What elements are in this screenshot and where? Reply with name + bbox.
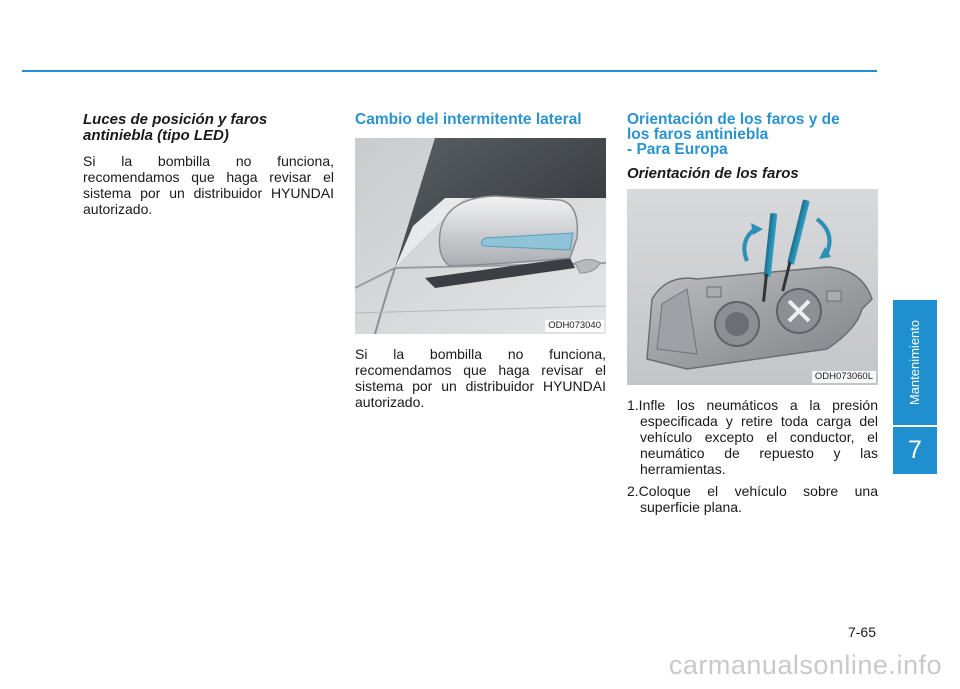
column-headlamp-aiming — [627, 112, 878, 521]
side-indicator-text: Si la bombilla no funciona, recomendamos que haga revisar el sistema por un distribuidor HYUNDAI autorizado. — [355, 346, 606, 410]
page-number: 7-65 — [847, 624, 876, 640]
headlamp-illustration — [627, 189, 878, 385]
headlamp-figure-code: ODH073060L — [812, 371, 876, 383]
headlamp-aiming-heading-line1: Orientación de los faros y de — [627, 111, 840, 128]
headlamp-figure — [627, 189, 878, 385]
headlamp-aiming-heading-line2: los faros antiniebla — [627, 126, 769, 143]
sidebar-section-text: Mantenimiento — [907, 319, 923, 406]
chapter-number: 7 — [893, 427, 937, 474]
steps-list — [627, 397, 878, 515]
watermark-text: carmanualsonline.info — [668, 650, 942, 680]
headlamp-aiming-subheading: Orientación de los faros — [627, 165, 799, 182]
headlamp-aiming-heading-line3: - Para Europa — [627, 141, 728, 158]
led-lights-text: Si la bombilla no funciona, recomendamos que haga revisar el sistema por un distribuidor HYUNDAI autorizado. — [83, 153, 334, 217]
step-1: 1.Infle los neumáticos a la presión especificada y retire toda carga del vehículo excepto el conductor, el neumático de repuesto y las herramientas. — [627, 397, 878, 477]
side-indicator-heading: Cambio del intermitente lateral — [355, 111, 582, 128]
side-mirror-illustration — [355, 138, 606, 334]
side-mirror-figure — [355, 138, 606, 334]
column-side-indicator — [355, 112, 606, 410]
headlamp-aiming-heading — [627, 112, 878, 157]
column-led-lights — [83, 112, 334, 217]
top-rule — [22, 70, 877, 72]
led-lights-subheading: Luces de posición y faros antiniebla (tipo LED) — [83, 111, 268, 144]
side-mirror-figure-code: ODH073040 — [545, 320, 604, 332]
step-2: 2.Coloque el vehículo sobre una superficie plana. — [627, 483, 878, 515]
watermark — [0, 650, 960, 681]
sidebar-section-label — [893, 300, 937, 425]
